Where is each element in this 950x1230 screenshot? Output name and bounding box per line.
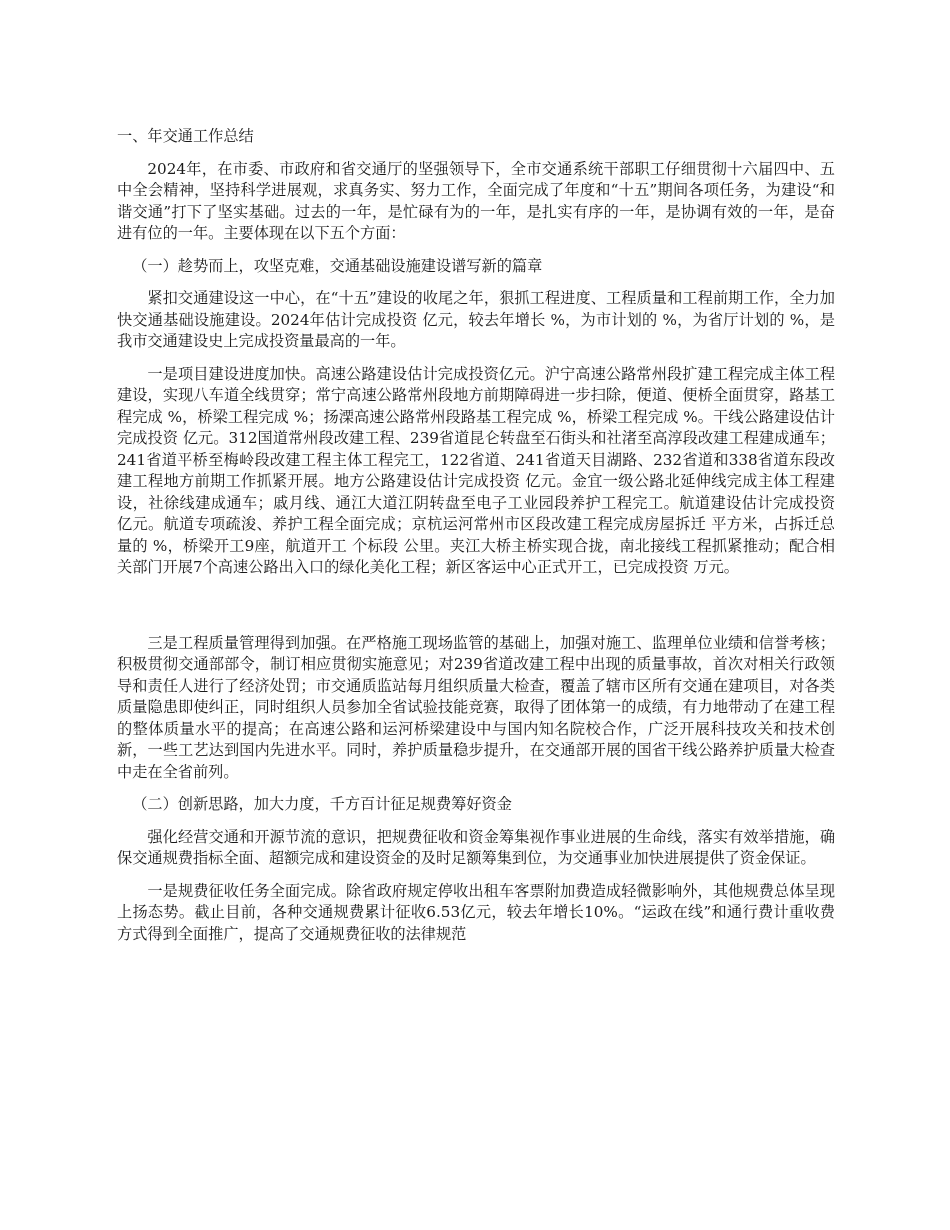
intro-paragraph: 2024年，在市委、市政府和省交通厅的坚强领导下，全市交通系统干部职工仔细贯彻十六届四中、五中全会精神，坚持科学进展观，求真务实、努力工作，全面完成了年度和“十五”期间各项任务，为建设“和谐交通”打下了坚实基础。过去的一年，是忙碌有为的一年，是扎实有序的一年，是协调有效的一年，是奋进有位的一年。主要体现在以下五个方面： (117, 159, 835, 242)
subsection-heading-1: （一）趁势而上，攻坚克难，交通基础设施建设谱写新的篇章 (132, 256, 543, 275)
subsection-heading-2: （二）创新思路，加大力度，千方百计征足规费筹好资金 (132, 795, 512, 813)
body-paragraph: 紧扣交通建设这一中心，在“十五”建设的收尾之年，狠抓工程进度、工程质量和工程前期工作，全力加快交通基础设施建设。2024年估计完成投资 亿元，较去年增长 %，为市计划的 %，为省厅计划的 %，是我市交通建设史上完成投资量最高的一年。 (117, 289, 835, 350)
body-paragraph: 一是项目建设进度加快。高速公路建设估计完成投资亿元。沪宁高速公路常州段扩建工程完成主体工程建设，实现八车道全线贯穿；常宁高速公路常州段地方前期障碍进一步扫除，便道、便桥全面贯穿，路基工程完成 %，桥梁工程完成 %；扬溧高速公路常州段路基工程完成 %，桥梁工程完成 %。干线公路建设估计完成投资 亿元。312国道常州段改建工程、239省道昆仑转盘至石街头和社渚至高淳段改建工程建成通车；241省道平桥至梅岭段改建工程主体工程完工，122省道、241省道天目湖路、232省道和338省道东段改建工程地方前期工作抓紧开展。地方公路建设估计完成投资 亿元。金宜一级公路北延伸线完成主体工程建设，社徐线建成通车；戚月线、通江大道江阴转盘至电子工业园段养护工程完工。航道建设估计完成投资 亿元。航道专项疏浚、养护工程全面完成；京杭运河常州市区段改建工程完成房屋拆迁 平方米，占拆迁总量的 %，桥梁开工9座，航道开工 个标段 公里。夹江大桥主桥实现合拢，南北接线工程抓紧推动；配合相关部门开展7个高速公路出入口的绿化美化工程；新区客运中心正式开工，已完成投资 万元。 (117, 364, 835, 576)
document-page (117, 126, 835, 945)
section-heading: 一、年交通工作总结 (117, 127, 254, 145)
body-paragraph: 三是工程质量管理得到加强。在严格施工现场监管的基础上，加强对施工、监理单位业绩和信誉考核；积极贯彻交通部部令，制订相应贯彻实施意见；对239省道改建工程中出现的质量事故，首次对相关行政领导和责任人进行了经济处罚；市交通质监站每月组织质量大检查，覆盖了辖市区所有交通在建项目，对各类质量隐患即使纠正，同时组织人员参加全省试验技能竞赛，取得了团体第一的成绩，有力地带动了在建工程的整体质量水平的提高；在高速公路和运河桥梁建设中与国内知名院校合作，广泛开展科技攻关和技术创新，一些工艺达到国内先进水平。同时，养护质量稳步提升，在交通部开展的国省干线公路养护质量大检查中走在全省前列。 (117, 633, 835, 781)
body-paragraph: 一是规费征收任务全面完成。除省政府规定停收出租车客票附加费造成轻微影响外，其他规费总体呈现上扬态势。截止目前，各种交通规费累计征收6.53亿元，较去年增长10%。“运政在线”和通行费计重收费方式得到全面推广，提高了交通规费征收的法律规范 (117, 881, 835, 943)
body-paragraph: 强化经营交通和开源节流的意识，把规费征收和资金筹集视作事业进展的生命线，落实有效举措施，确保交通规费指标全面、超额完成和建设资金的及时足额筹集到位，为交通事业加快进展提供了资金保证。 (117, 827, 835, 867)
